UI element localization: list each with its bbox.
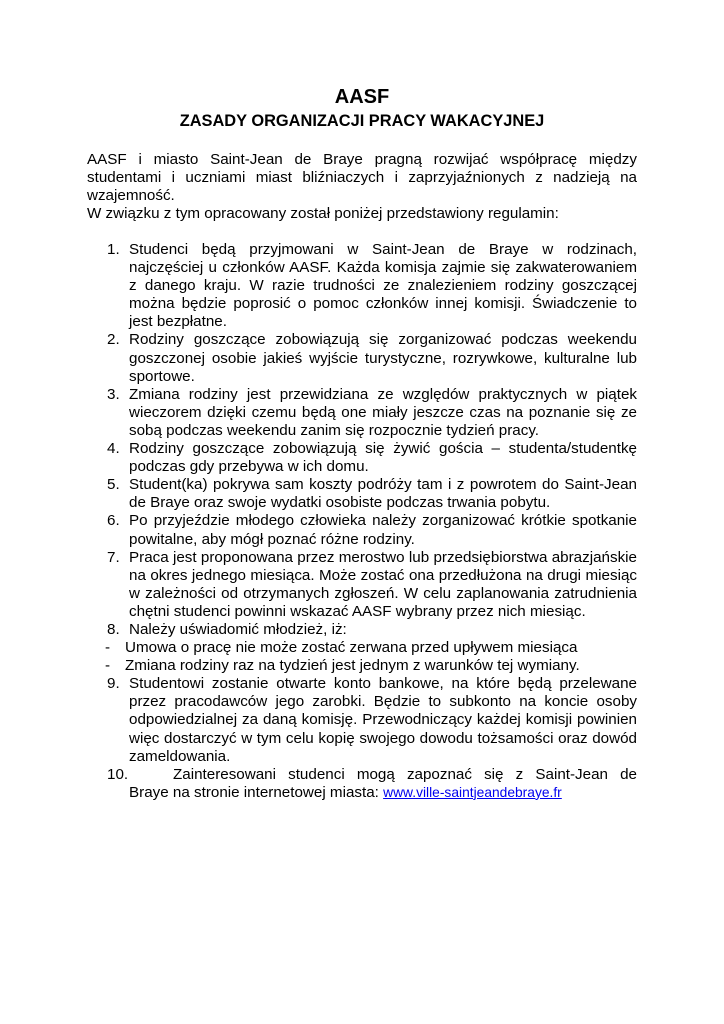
dash-mark: - <box>105 657 111 675</box>
page-subtitle: ZASADY ORGANIZACJI PRACY WAKACYJNEJ <box>179 112 545 130</box>
list-item-text: Zainteresowani studenci mogą zapoznać się z Saint-Jean de <box>173 765 637 783</box>
list-item-text: Braye na stronie internetowej miasta: <box>129 783 384 801</box>
list-item <box>107 440 637 476</box>
list-item-text: Po przyjeździe młodego człowieka należy zorganizować krótkie spotkanie powitalne, aby mógł poznać różne rodziny. <box>129 512 637 548</box>
list-item-number: 9. <box>107 675 120 693</box>
intro-section <box>87 151 637 223</box>
intro-paragraph: AASF i miasto Saint-Jean de Braye pragną rozwijać współpracę między studentami i uczniami miast bliźniaczych i zaprzyjaźnionych z nadzieją na wzajemność. <box>87 151 637 205</box>
list-item <box>107 241 637 331</box>
dash-item <box>105 639 637 657</box>
list-item-number: 3. <box>107 385 120 403</box>
list-item-text: Rodziny goszczące zobowiązują się żywić gościa – studenta/studentkę podczas gdy przebywa w ich domu. <box>129 440 637 476</box>
list-item-number: 2. <box>107 331 120 349</box>
lead-paragraph: W związku z tym opracowany został poniżej przedstawiony regulamin: <box>87 205 559 223</box>
list-item-text: Student(ka) pokrywa sam koszty podróży tam i z powrotem do Saint-Jean de Braye oraz swoje wydatki osobiste podczas trwania pobytu. <box>129 476 637 512</box>
dash-item-text: Umowa o pracę nie może zostać zerwana przed upływem miesiąca <box>125 639 578 657</box>
list-item <box>107 766 637 784</box>
list-item-number: 6. <box>107 512 120 530</box>
list-item <box>107 331 637 385</box>
list-item-number: 8. <box>107 620 120 638</box>
list-item-number: 1. <box>107 241 120 258</box>
list-item <box>107 476 637 512</box>
list-item <box>107 675 637 765</box>
dash-item-text: Zmiana rodziny raz na tydzień jest jednym z warunków tej wymiany. <box>125 657 580 675</box>
dash-item <box>105 657 637 675</box>
list-item-number: 4. <box>107 440 120 458</box>
list-item-number: 10. <box>107 765 129 783</box>
page-title: AASF <box>334 86 390 108</box>
list-item-number: 5. <box>107 476 120 494</box>
list-item-number: 7. <box>107 548 120 566</box>
dash-mark: - <box>105 639 111 657</box>
list-item <box>107 512 637 548</box>
list-item-text: Rodziny goszczące zobowiązują się zorganizować podczas weekendu goszczonej osobie jakieś wyjście turystyczne, rozrywkowe, kulturalne lub sportowe. <box>129 331 637 385</box>
list-item <box>107 386 637 440</box>
list-item-text: Zmiana rodziny jest przewidziana ze względów praktycznych w piątek wieczorem dzięki czemu będą one miały jeszcze czas na poznanie się ze sobą podczas weekendu zanim się rozpocznie tydzień pracy. <box>129 385 637 439</box>
rules-list <box>107 241 637 802</box>
list-item <box>107 549 637 621</box>
list-item-text: Studentowi zostanie otwarte konto bankowe, na które będą przelewane przez pracodawców jego zarobki. Będzie to subkonto na koncie osoby odpowiedzialnej za daną komisję. Przewodniczący każdej komisji powinien więc dostarczyć w tym celu kopię swojego dowodu tożsamości oraz dowód zameldowania. <box>129 675 637 765</box>
list-item-text: Praca jest proponowana przez merostwo lub przedsiębiorstwa abrazjańskie na okres jednego miesiąca. Może zostać ona przedłużona na drugi miesiąc w zależności od otrzymanych zgłoszeń. W celu zaplanowania zatrudnienia chętni studenci powinni wskazać AASF wybrany przez nich miesiąc. <box>129 548 637 620</box>
list-item <box>107 621 637 639</box>
list-item-text: Należy uświadomić młodzież, iż: <box>129 620 347 638</box>
website-link[interactable]: www.ville-saintjeandebraye.fr <box>383 784 562 800</box>
list-item-text: Studenci będą przyjmowani w Saint-Jean de Braye w rodzinach, najczęściej u członków AASF. Każda komisja zajmie się zakwaterowaniem z danego kraju. W razie trudności ze znalezieniem rodziny goszczącej można będzie poprosić o pomoc członków innej komisji. Świadczenie to jest bezpłatne. <box>129 241 637 331</box>
list-item-continuation <box>107 784 637 802</box>
